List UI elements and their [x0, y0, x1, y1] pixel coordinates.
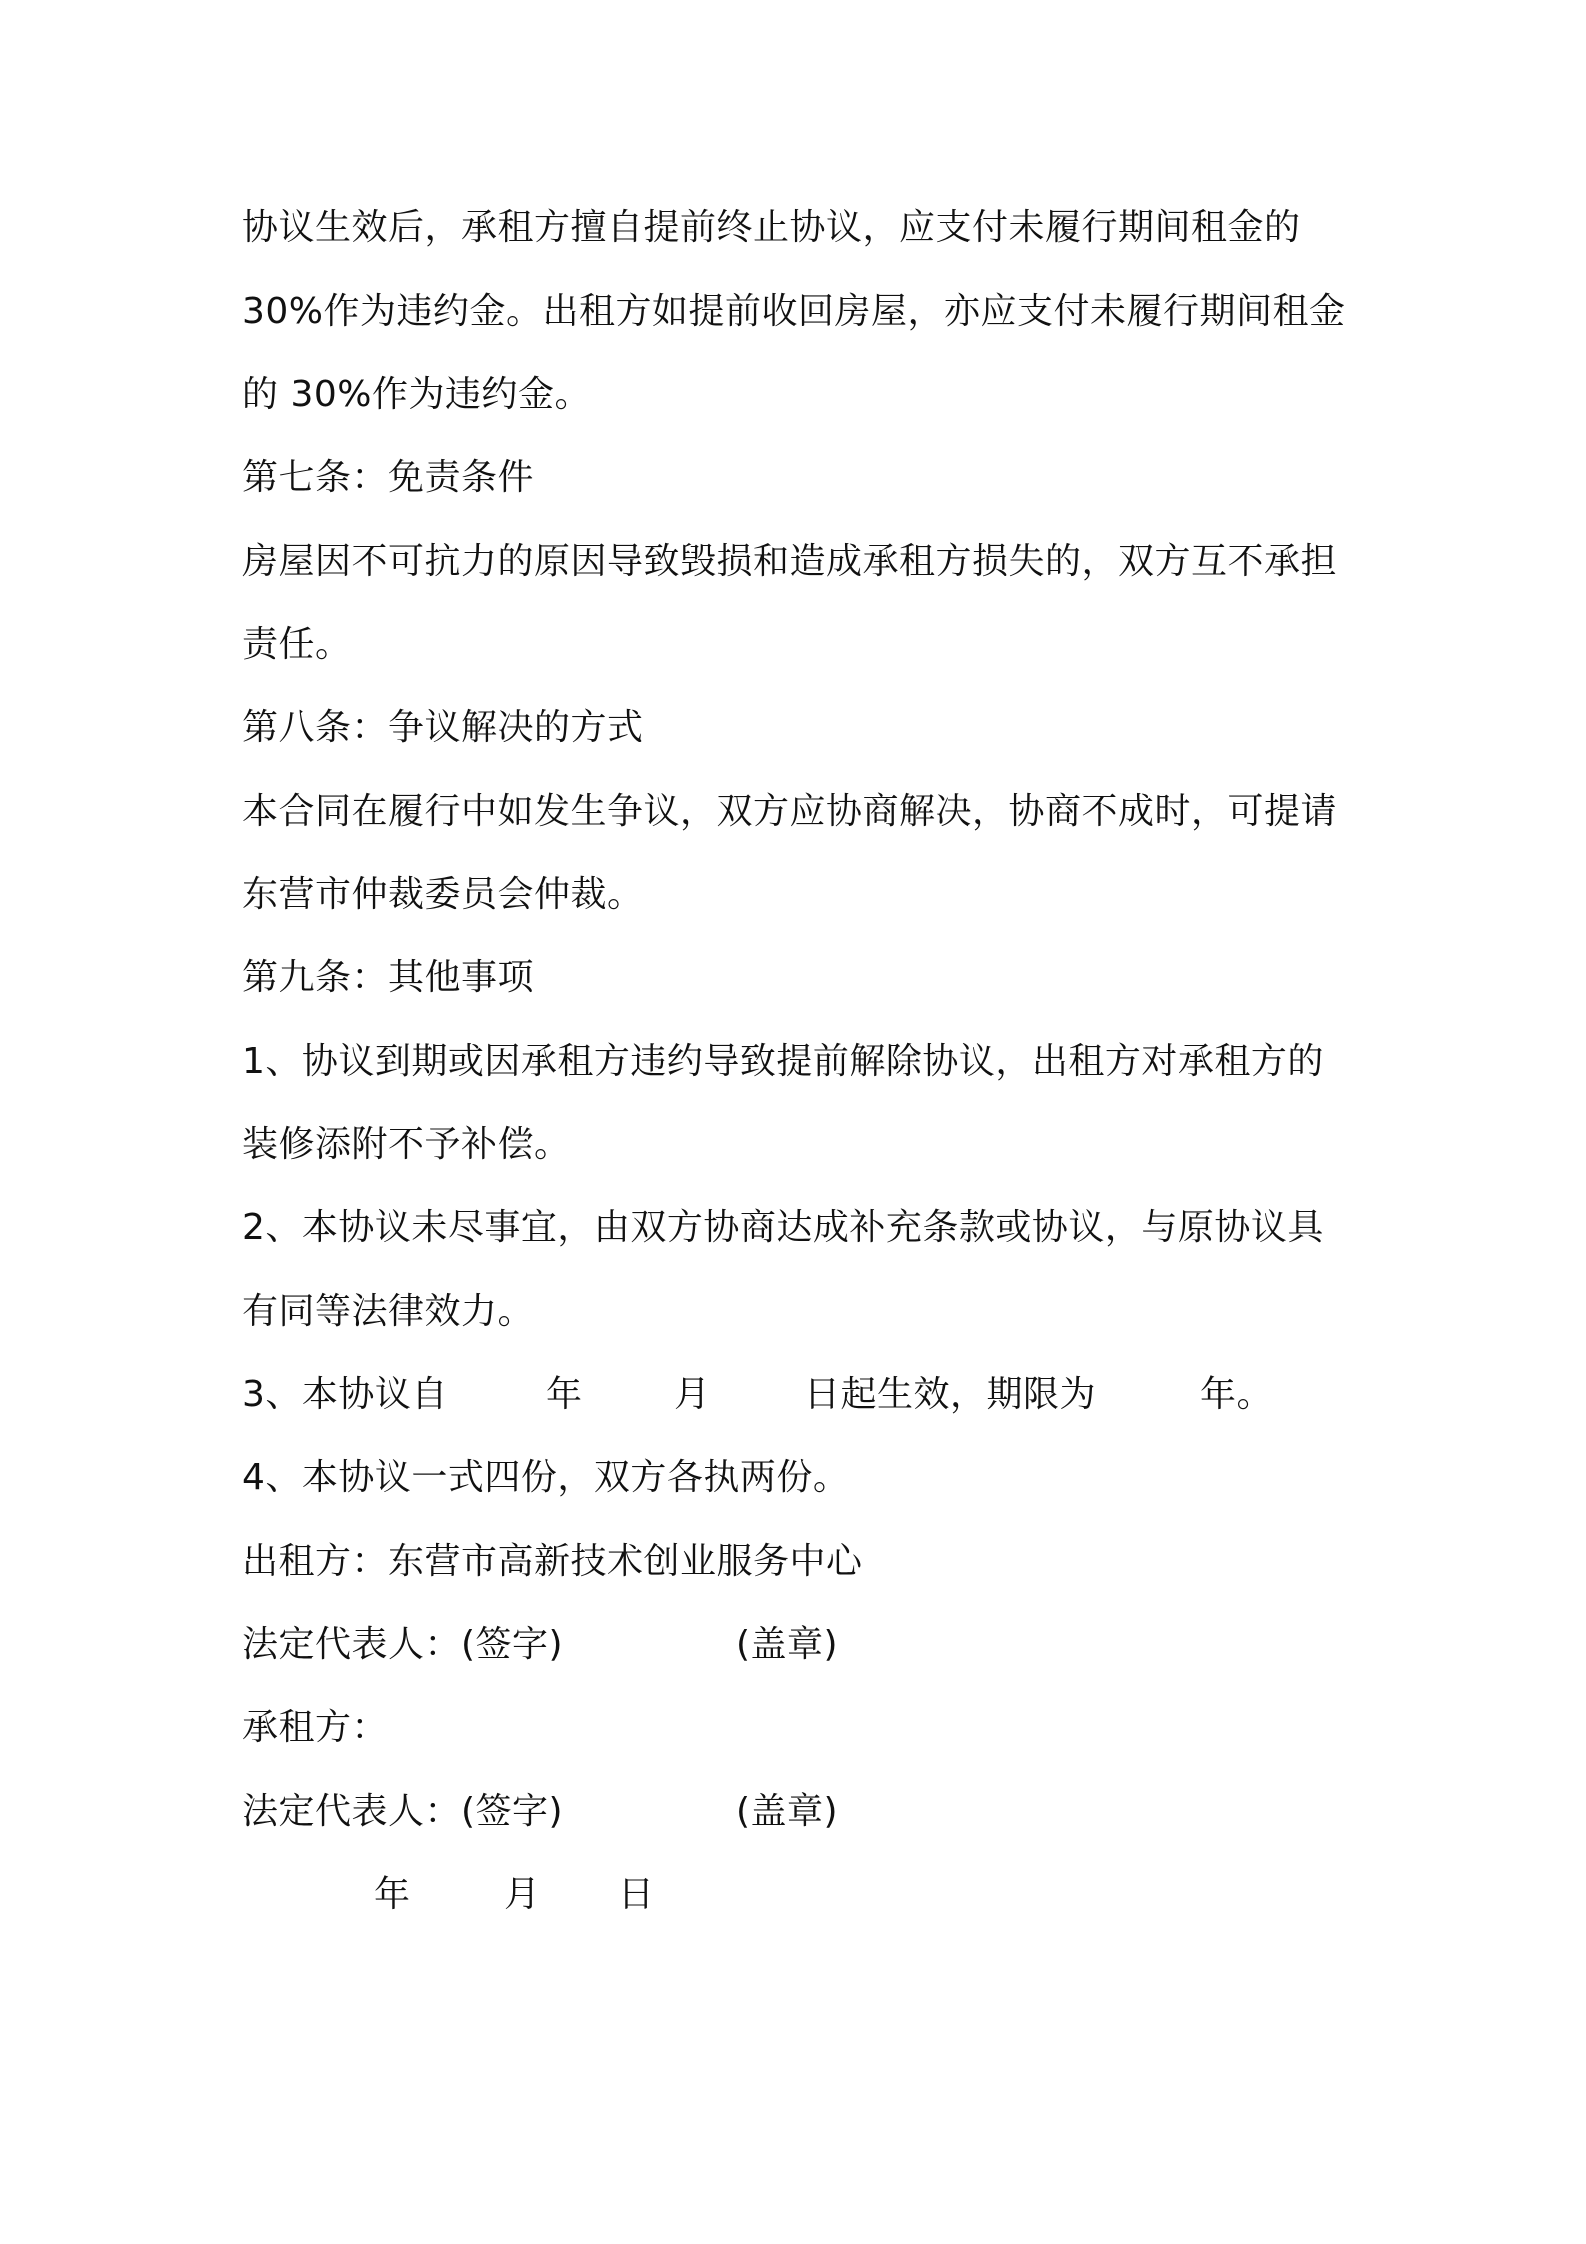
lessee-signature-line — [242, 1790, 1042, 1834]
lessor-seal-label: (盖章) — [736, 1624, 839, 1665]
article-9-heading: 第九条：其他事项 — [242, 957, 535, 998]
item-3-line — [242, 1373, 1342, 1417]
article-7-line-1: 房屋因不可抗力的原因导致毁损和造成承租方损失的，双方互不承担 — [242, 541, 1338, 582]
item-3-prefix: 3、本协议自 — [242, 1374, 448, 1415]
signing-date-month: 月 — [504, 1874, 541, 1915]
penalty-line-2: 30%作为违约金。出租方如提前收回房屋，亦应支付未履行期间租金 — [242, 291, 1346, 332]
item-3-year-end: 年。 — [1200, 1374, 1274, 1415]
item-1-line-2: 装修添附不予补偿。 — [242, 1124, 571, 1165]
article-7-heading: 第七条：免责条件 — [242, 457, 535, 498]
item-4-line: 4、本协议一式四份，双方各执两份。 — [242, 1457, 850, 1498]
lessee-rep-label: 法定代表人：(签字) — [242, 1791, 564, 1832]
lessee-seal-label: (盖章) — [736, 1791, 839, 1832]
signing-date-day: 日 — [618, 1874, 655, 1915]
article-8-line-1: 本合同在履行中如发生争议，双方应协商解决，协商不成时，可提请 — [242, 791, 1338, 832]
lessor-name: 出租方：东营市高新技术创业服务中心 — [242, 1541, 863, 1582]
item-2-line-1: 2、本协议未尽事宜，由双方协商达成补充条款或协议，与原协议具 — [242, 1207, 1324, 1248]
signing-date-year: 年 — [374, 1874, 411, 1915]
lessor-rep-label: 法定代表人：(签字) — [242, 1624, 564, 1665]
item-3-month: 月 — [674, 1374, 711, 1415]
item-1-line-1: 1、协议到期或因承租方违约导致提前解除协议，出租方对承租方的 — [242, 1041, 1324, 1082]
signing-date-line — [242, 1873, 1042, 1917]
article-8-heading: 第八条：争议解决的方式 — [242, 707, 644, 748]
item-2-line-2: 有同等法律效力。 — [242, 1291, 535, 1332]
lessor-signature-line — [242, 1623, 1042, 1667]
article-7-line-2: 责任。 — [242, 624, 352, 665]
item-3-year: 年 — [546, 1374, 583, 1415]
item-3-day-suffix: 日起生效，期限为 — [804, 1374, 1097, 1415]
lessee-name: 承租方： — [242, 1707, 389, 1748]
penalty-line-1: 协议生效后，承租方擅自提前终止协议，应支付未履行期间租金的 — [242, 207, 1301, 248]
penalty-line-3: 的 30%作为违约金。 — [242, 374, 591, 415]
article-8-line-2: 东营市仲裁委员会仲裁。 — [242, 874, 644, 915]
